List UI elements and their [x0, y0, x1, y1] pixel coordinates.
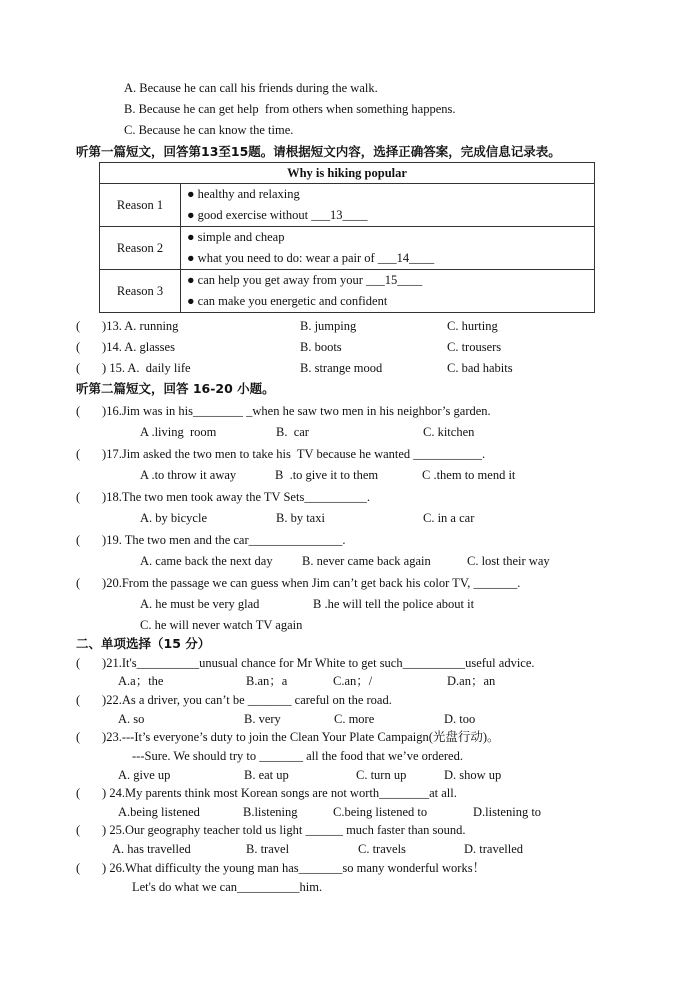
question-22: ( )22.As a driver, you can’t be _______ careful on the road.: [76, 693, 392, 707]
question-20: ( )20.From the passage we can guess when Jim can’t get back his color TV, _______.: [76, 576, 521, 590]
option: A. came back the next day: [140, 554, 273, 568]
option: B.an；a: [246, 674, 288, 688]
section-heading-listen1: 听第一篇短文，回答第13至15题。请根据短文内容，选择正确答案，完成信息记录表。: [76, 144, 561, 159]
option: B. car: [276, 425, 309, 439]
option: A. give up: [118, 768, 171, 782]
reason-label: Reason 2: [100, 227, 181, 270]
option: B .he will tell the police about it: [313, 597, 475, 611]
option: A.a；the: [118, 674, 164, 688]
table-row: [100, 270, 595, 313]
reason-label: Reason 1: [100, 184, 181, 227]
question-18: ( )18.The two men took away the TV Sets__________.: [76, 490, 370, 504]
option: A. has travelled: [112, 842, 191, 856]
section-heading-single-choice: 二、单项选择（15 分）: [76, 636, 211, 651]
option: B. very: [244, 712, 281, 726]
option: A. he must be very glad: [140, 597, 260, 611]
option: B. jumping: [300, 319, 357, 333]
question-17: ( )17.Jim asked the two men to take his TV because he wanted ___________.: [76, 447, 486, 461]
option-b: B. Because he can get help from others when something happens.: [124, 102, 456, 116]
info-table: [99, 162, 595, 313]
option: A. by bicycle: [140, 511, 207, 525]
option: D.an；an: [447, 674, 496, 688]
option: D. show up: [444, 768, 502, 782]
option: B. strange mood: [300, 361, 383, 375]
table-row: [100, 227, 595, 270]
table-row: [100, 184, 595, 227]
option: C. travels: [358, 842, 406, 856]
question-21: ( )21.It's__________unusual chance for Mr White to get such__________useful advice.: [76, 656, 535, 670]
question-26: ( ) 26.What difficulty the young man has_______so many wonderful works！: [76, 861, 486, 875]
option: B. boots: [300, 340, 342, 354]
option: B. eat up: [244, 768, 289, 782]
option: A. so: [118, 712, 145, 726]
question-16: ( )16.Jim was in his________ _when he saw two men in his neighbor’s garden.: [76, 404, 491, 418]
option: A.being listened: [118, 805, 200, 819]
option: C. hurting: [447, 319, 498, 333]
question-24: ( ) 24.My parents think most Korean songs are not worth________at all.: [76, 786, 457, 800]
question-26-line2: Let's do what we can__________him.: [132, 880, 323, 894]
option: B. travel: [246, 842, 290, 856]
option: B. by taxi: [276, 511, 325, 525]
option: C.an；/: [333, 674, 373, 688]
option: D.listening to: [473, 805, 542, 819]
table-title: Why is hiking popular: [100, 163, 595, 184]
option: C. he will never watch TV again: [140, 618, 303, 632]
option: B.listening: [243, 805, 298, 819]
bullet: ● can help you get away from your ___15____: [187, 273, 423, 287]
option: C. bad habits: [447, 361, 513, 375]
option: A .living room: [140, 425, 217, 439]
reason-label: Reason 3: [100, 270, 181, 313]
option: B. never came back again: [302, 554, 431, 568]
question-14: ( )14. A. glasses: [76, 340, 175, 354]
question-13: ( )13. A. running: [76, 319, 179, 333]
option: C. turn up: [356, 768, 407, 782]
bullet: ● what you need to do: wear a pair of ___14____: [187, 251, 435, 265]
question-23-reply: ---Sure. We should try to _______ all the food that we’ve ordered.: [132, 749, 463, 763]
option: C. trousers: [447, 340, 502, 354]
option: C .them to mend it: [422, 468, 516, 482]
option: C. kitchen: [423, 425, 475, 439]
question-23: ( )23.---It’s everyone’s duty to join the Clean Your Plate Campaign(光盘行动)。: [76, 730, 500, 744]
bullet: ● simple and cheap: [187, 230, 285, 244]
option: B .to give it to them: [275, 468, 379, 482]
bullet: ● healthy and relaxing: [187, 187, 300, 201]
section-heading-listen2: 听第二篇短文，回答 16-20 小题。: [76, 381, 275, 396]
option: A .to throw it away: [140, 468, 237, 482]
option-a: A. Because he can call his friends during the walk.: [124, 81, 378, 95]
option: C.being listened to: [333, 805, 428, 819]
option: C. more: [334, 712, 375, 726]
option: D. travelled: [464, 842, 524, 856]
option: D. too: [444, 712, 476, 726]
option: C. lost their way: [467, 554, 550, 568]
option: C. in a car: [423, 511, 475, 525]
bullet: ● can make you energetic and confident: [187, 294, 388, 308]
question-15: ( ) 15. A. daily life: [76, 361, 191, 375]
question-19: ( )19. The two men and the car_______________.: [76, 533, 346, 547]
bullet: ● good exercise without ___13____: [187, 208, 368, 222]
option-c: C. Because he can know the time.: [124, 123, 294, 137]
question-25: ( ) 25.Our geography teacher told us light ______ much faster than sound.: [76, 823, 466, 837]
